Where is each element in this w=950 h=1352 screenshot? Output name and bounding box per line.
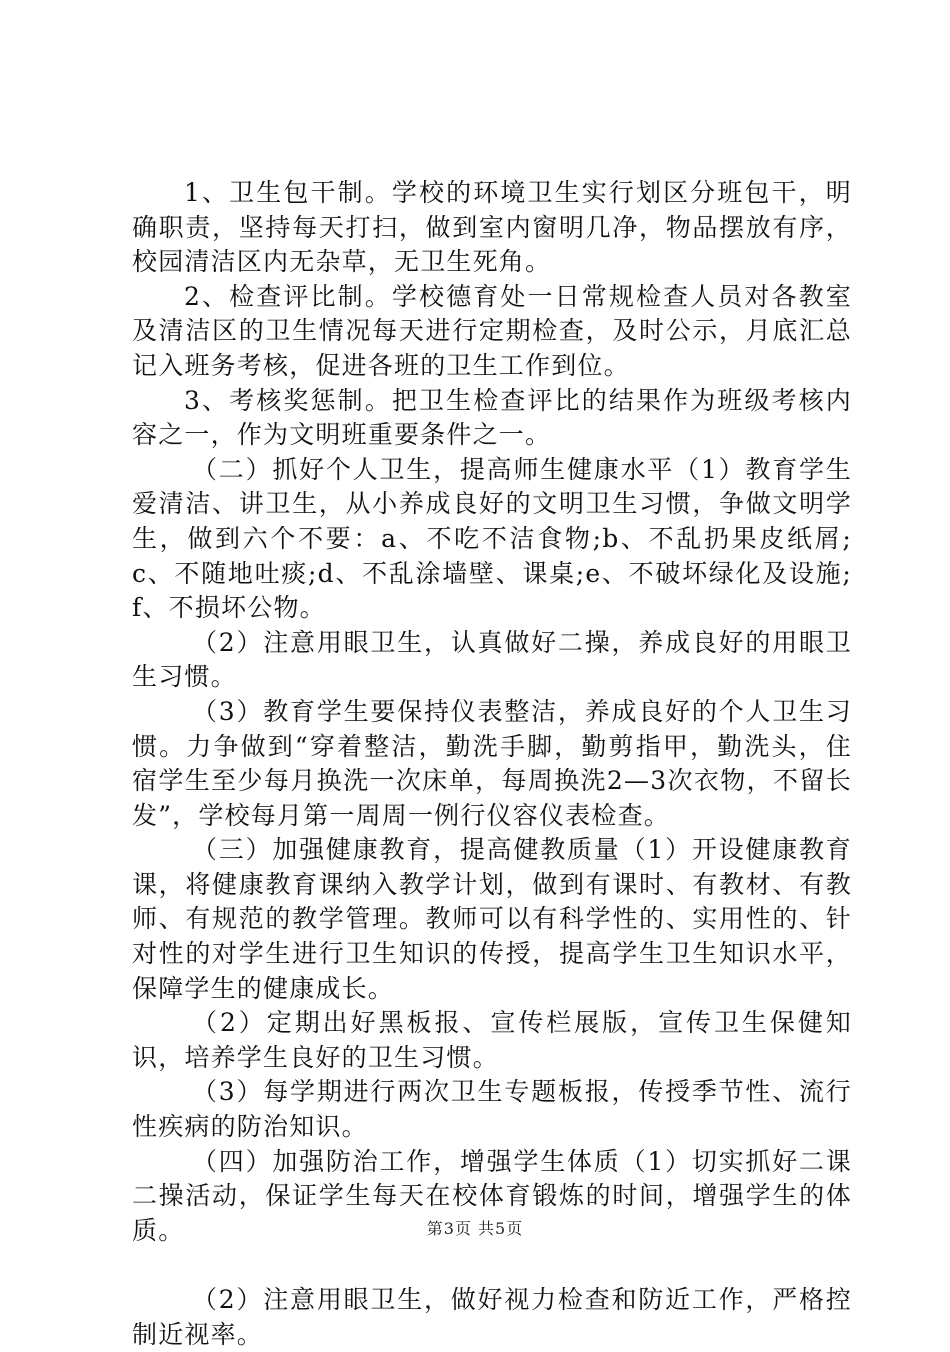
page-number-footer: 第3页 共5页 [426, 1219, 524, 1238]
paragraph-disease-prevention: （3）每学期进行两次卫生专题板报，传授季节性、流行性疾病的防治知识。 [132, 1077, 852, 1142]
paragraph-personal-hygiene: （二）抓好个人卫生，提高师生健康水平（1）教育学生爱清洁、讲卫生，从小养成良好的文明卫生习惯，争做文明学生，做到六个不要：a、不吃不洁食物;b、不乱扔果皮纸屑;c、不随地吐痰;d、不乱涂墙壁、课桌;e、不破坏绿化及设施;f、不损坏公物。 [132, 454, 852, 623]
paragraph-sanitation-responsibility: 1、卫生包干制。学校的环境卫生实行划区分班包干，明确职责，坚持每天打扫，做到室内窗明几净，物品摆放有序，校园清洁区内无杂草，无卫生死角。 [132, 178, 852, 277]
paragraph-spacer [132, 1248, 852, 1283]
paragraph-health-education: （三）加强健康教育，提高健教质量（1）开设健康教育课，将健康教育课纳入教学计划，做到有课时、有教材、有教师、有规范的教学管理。教师可以有科学性的、实用性的、针对性的对学生进行卫生知识的传授，提高学生卫生知识水平，保障学生的健康成长。 [132, 835, 852, 1003]
paragraph-blackboard: （2）定期出好黑板报、宣传栏展版，宣传卫生保健知识，培养学生良好的卫生习惯。 [132, 1008, 852, 1072]
paragraph-physical-fitness: （四）加强防治工作，增强学生体质（1）切实抓好二课二操活动，保证学生每天在校体育锻炼的时间，增强学生的体质。 [132, 1146, 852, 1245]
paragraph-eye-hygiene: （2）注意用眼卫生，认真做好二操，养成良好的用眼卫生习惯。 [132, 627, 852, 692]
paragraph-vision-control: （2）注意用眼卫生，做好视力检查和防近工作，严格控制近视率。 [132, 1285, 852, 1349]
paragraph-appearance: （3）教育学生要保持仪表整洁，养成良好的个人卫生习惯。力争做到“穿着整洁，勤洗手脚，勤剪指甲，勤洗头，住宿学生至少每月换洗一次床单，每周换洗2—3次衣物，不留长发”，学校每月第一周周一例行仪容仪表检查。 [132, 696, 852, 830]
document-body [132, 176, 852, 1352]
paragraph-inspection-evaluation: 2、检查评比制。学校德育处一日常规检查人员对各教室及清洁区的卫生情况每天进行定期检查，及时公示，月底汇总记入班务考核，促进各班的卫生工作到位。 [132, 281, 852, 380]
paragraph-rewards-penalties: 3、考核奖惩制。把卫生检查评比的结果作为班级考核内容之一，作为文明班重要条件之一。 [132, 385, 852, 450]
